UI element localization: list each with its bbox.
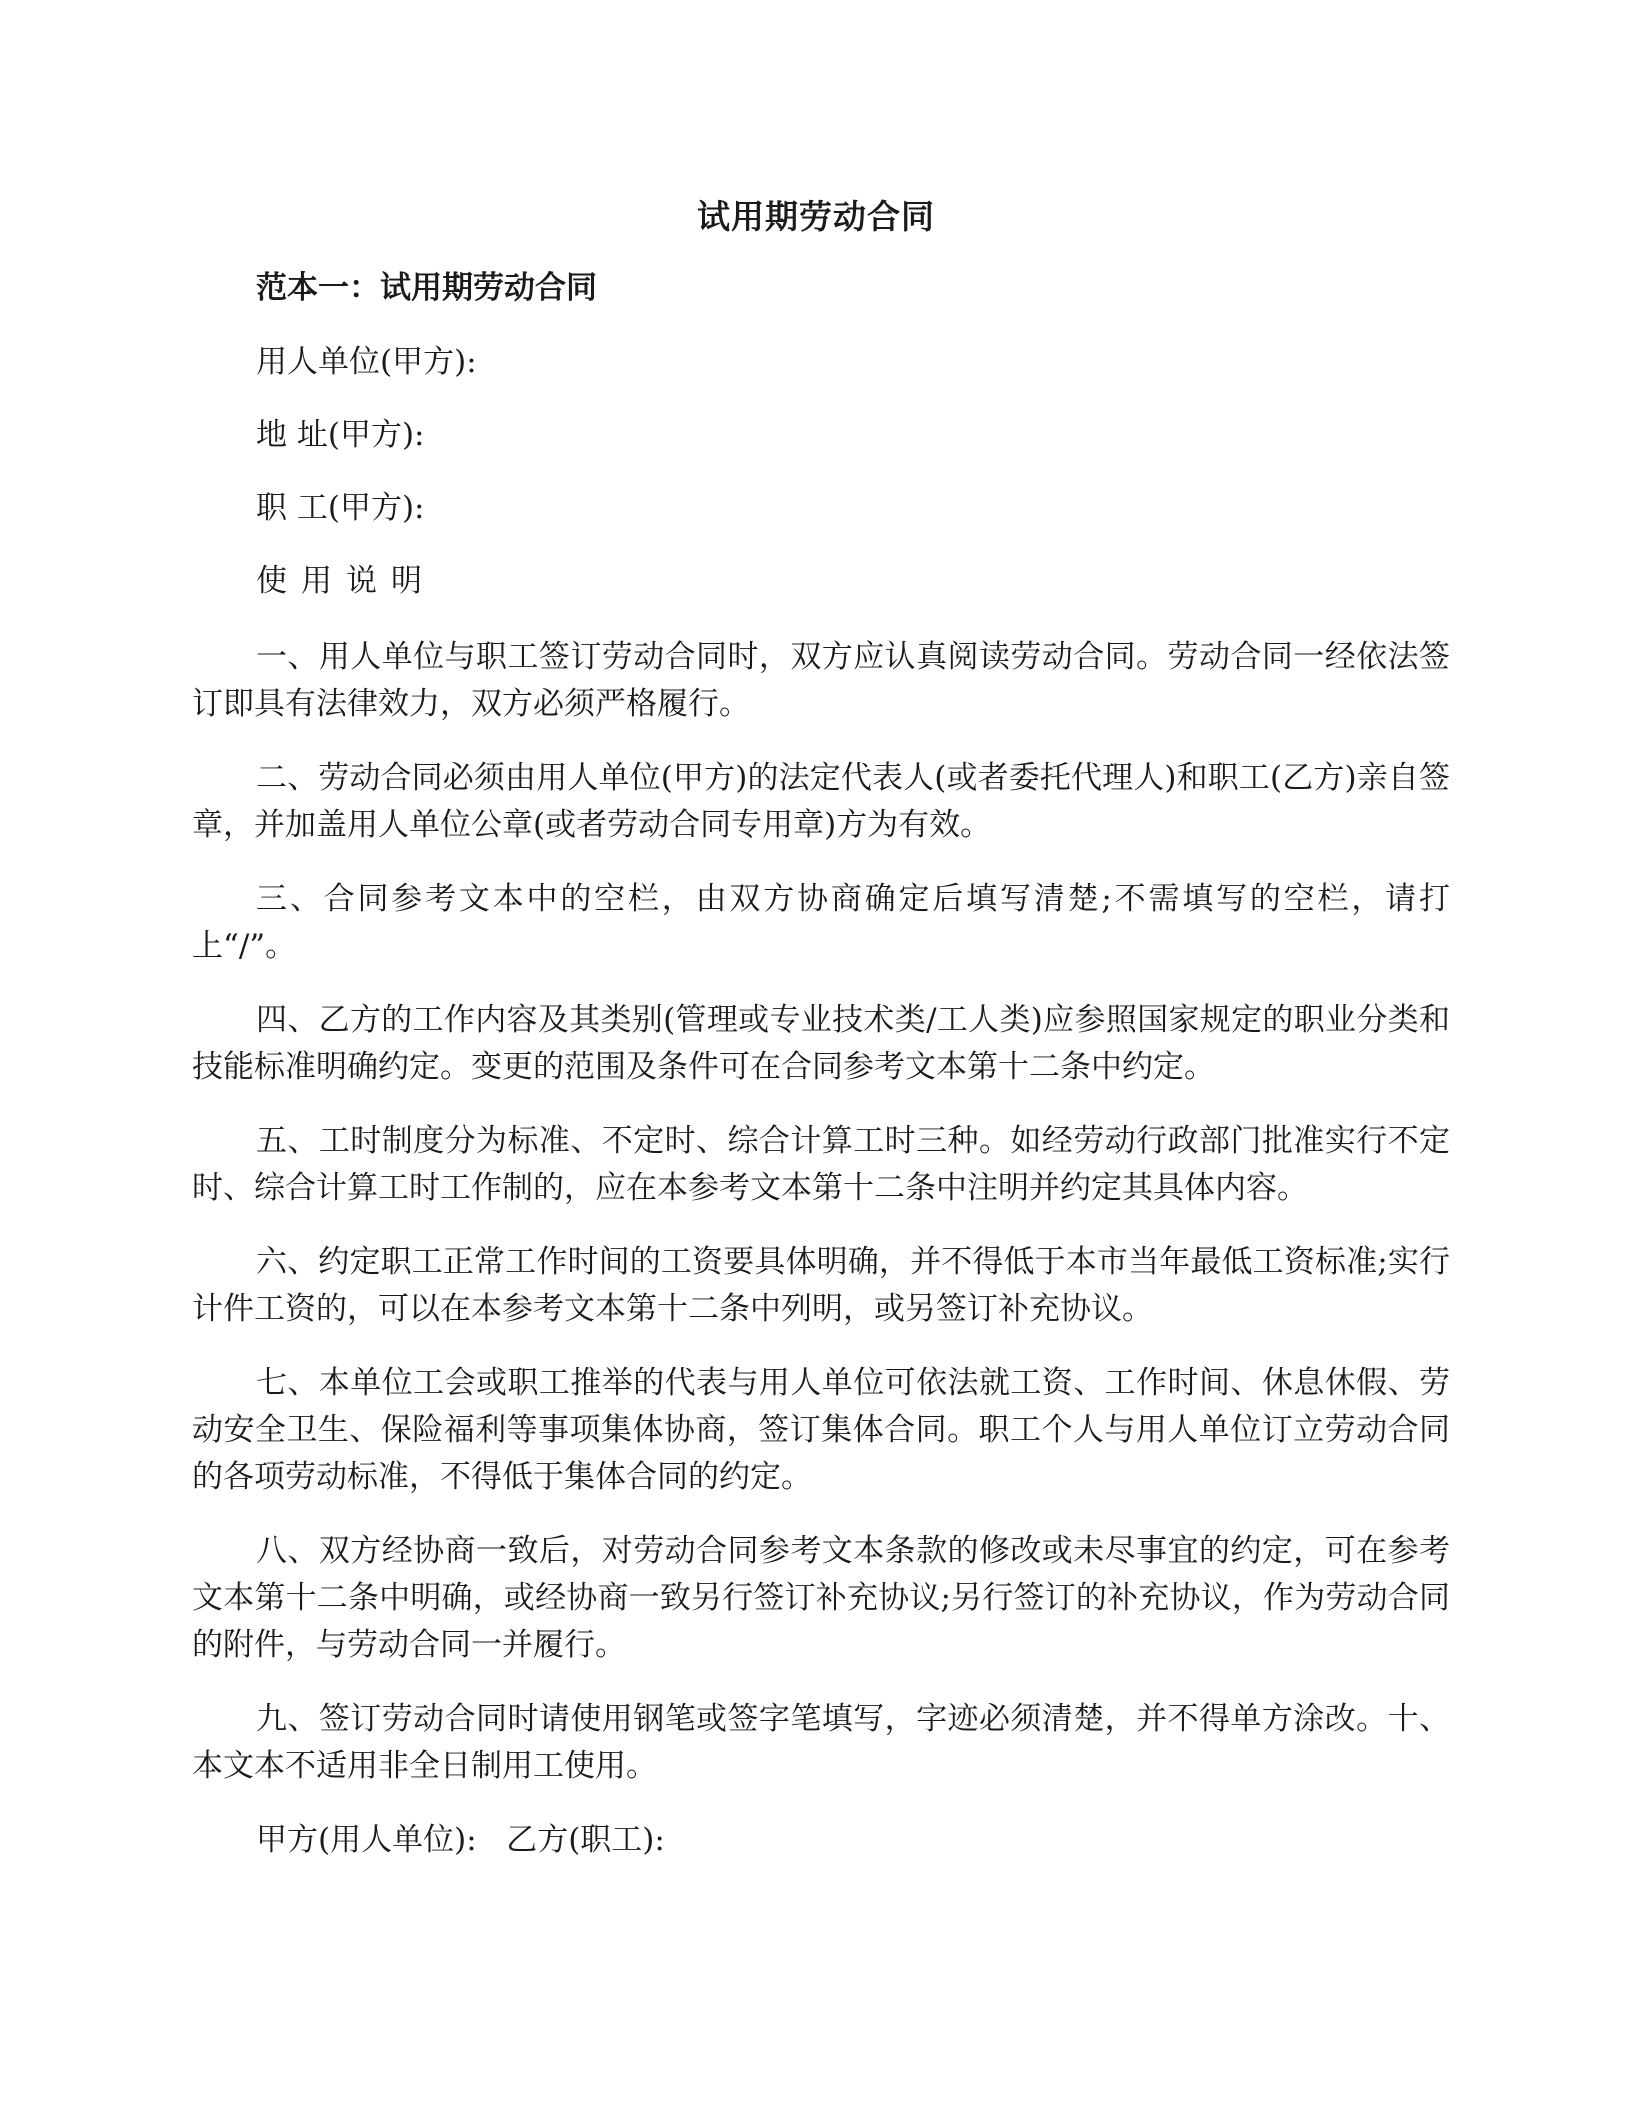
document-subtitle: 范本一：试用期劳动合同	[256, 270, 597, 306]
employee-field: 职 工(甲方):	[256, 490, 425, 526]
paragraph-6: 六、约定职工正常工作时间的工资要具体明确，并不得低于本市当年最低工资标准;实行计件工资的，可以在本参考文本第十二条中列明，或另签订补充协议。	[192, 1244, 1450, 1327]
signature-line: 甲方(用人单位): 乙方(职工):	[256, 1822, 665, 1858]
paragraph-9: 九、签订劳动合同时请使用钢笔或签字笔填写，字迹必须清楚，并不得单方涂改。十、本文本不适用非全日制用工使用。	[192, 1701, 1450, 1784]
paragraph-3: 三、合同参考文本中的空栏，由双方协商确定后填写清楚;不需填写的空栏，请打上“/”。	[192, 881, 1450, 964]
paragraph-1: 一、用人单位与职工签订劳动合同时，双方应认真阅读劳动合同。劳动合同一经依法签订即具有法律效力，双方必须严格履行。	[192, 639, 1450, 722]
paragraph-4: 四、乙方的工作内容及其类别(管理或专业技术类/工人类)应参照国家规定的职业分类和技能标准明确约定。变更的范围及条件可在合同参考文本第十二条中约定。	[192, 1002, 1450, 1085]
document-title: 试用期劳动合同	[697, 197, 935, 236]
address-field: 地 址(甲方):	[256, 417, 425, 453]
paragraph-8: 八、双方经协商一致后，对劳动合同参考文本条款的修改或未尽事宜的约定，可在参考文本第十二条中明确，或经协商一致另行签订补充协议;另行签订的补充协议，作为劳动合同的附件，与劳动合同一并履行。	[192, 1533, 1450, 1663]
paragraph-2: 二、劳动合同必须由用人单位(甲方)的法定代表人(或者委托代理人)和职工(乙方)亲自签章，并加盖用人单位公章(或者劳动合同专用章)方为有效。	[192, 760, 1450, 843]
instructions-heading: 使用说明	[256, 563, 436, 599]
paragraph-5: 五、工时制度分为标准、不定时、综合计算工时三种。如经劳动行政部门批准实行不定时、综合计算工时工作制的，应在本参考文本第十二条中注明并约定其具体内容。	[192, 1123, 1450, 1206]
paragraph-7: 七、本单位工会或职工推举的代表与用人单位可依法就工资、工作时间、休息休假、劳动安全卫生、保险福利等事项集体协商，签订集体合同。职工个人与用人单位订立劳动合同的各项劳动标准，不得低于集体合同的约定。	[192, 1365, 1450, 1495]
employer-field: 用人单位(甲方):	[256, 344, 477, 380]
